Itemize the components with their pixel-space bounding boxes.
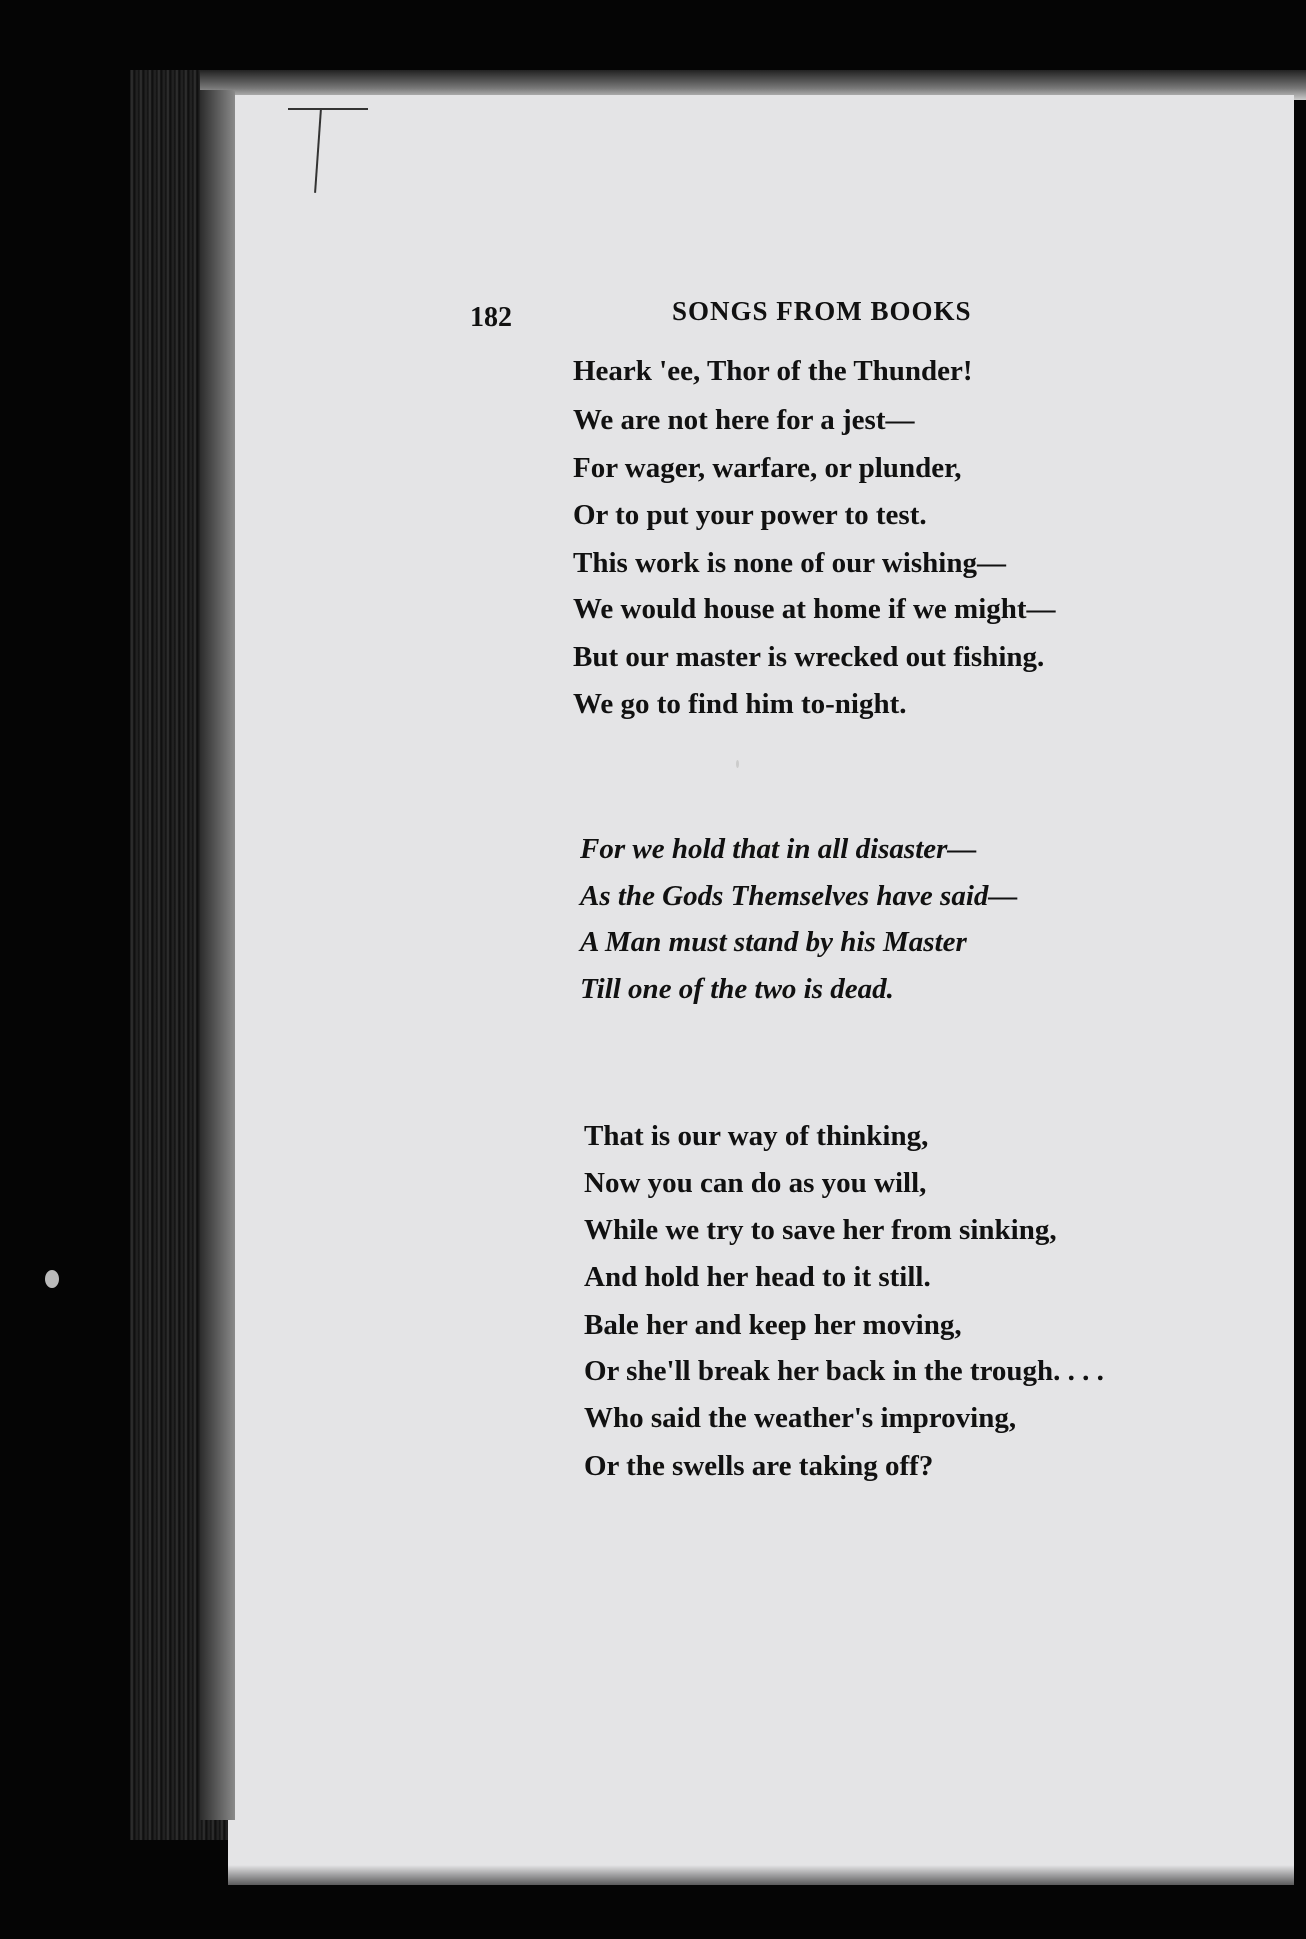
- verse-line: This work is none of our wishing—: [573, 547, 1006, 579]
- verse-line: We are not here for a jest—: [573, 404, 915, 436]
- page-number: 182: [470, 302, 512, 333]
- running-title: SONGS FROM BOOKS: [672, 296, 972, 326]
- crop-mark-horizontal: [288, 108, 368, 110]
- verse-line: As the Gods Themselves have said—: [580, 880, 1018, 912]
- page-bottom-shadow: [228, 1865, 1294, 1885]
- verse-line: For wager, warfare, or plunder,: [573, 452, 962, 484]
- verse-line: While we try to save her from sinking,: [584, 1214, 1057, 1246]
- dust-speck: [736, 760, 739, 768]
- verse-line: Till one of the two is dead.: [580, 973, 894, 1005]
- verse-line: And hold her head to it still.: [584, 1261, 931, 1293]
- running-head: [470, 296, 1030, 336]
- verse-line: But our master is wrecked out fishing.: [573, 641, 1045, 673]
- stanza-3: [584, 1122, 1284, 1502]
- verse-line: For we hold that in all disaster—: [580, 833, 977, 865]
- page-gutter-shadow: [200, 90, 235, 1820]
- verse-line: A Man must stand by his Master: [580, 926, 967, 958]
- verse-line: Or to put your power to test.: [573, 499, 927, 531]
- verse-line: Or she'll break her back in the trough. . . .: [584, 1355, 1104, 1387]
- verse-line: That is our way of thinking,: [584, 1120, 929, 1152]
- dust-speck: [45, 1270, 59, 1288]
- stanza-2-refrain: [580, 835, 1280, 1035]
- verse-line: Heark 'ee, Thor of the Thunder!: [573, 355, 973, 387]
- verse-line: We go to find him to-night.: [573, 688, 907, 720]
- verse-line: Bale her and keep her moving,: [584, 1309, 962, 1341]
- verse-line: Or the swells are taking off?: [584, 1450, 934, 1482]
- verse-line: Who said the weather's improving,: [584, 1402, 1017, 1434]
- stanza-1: [573, 357, 1273, 727]
- verse-line: We would house at home if we might—: [573, 593, 1056, 625]
- verse-line: Now you can do as you will,: [584, 1167, 927, 1199]
